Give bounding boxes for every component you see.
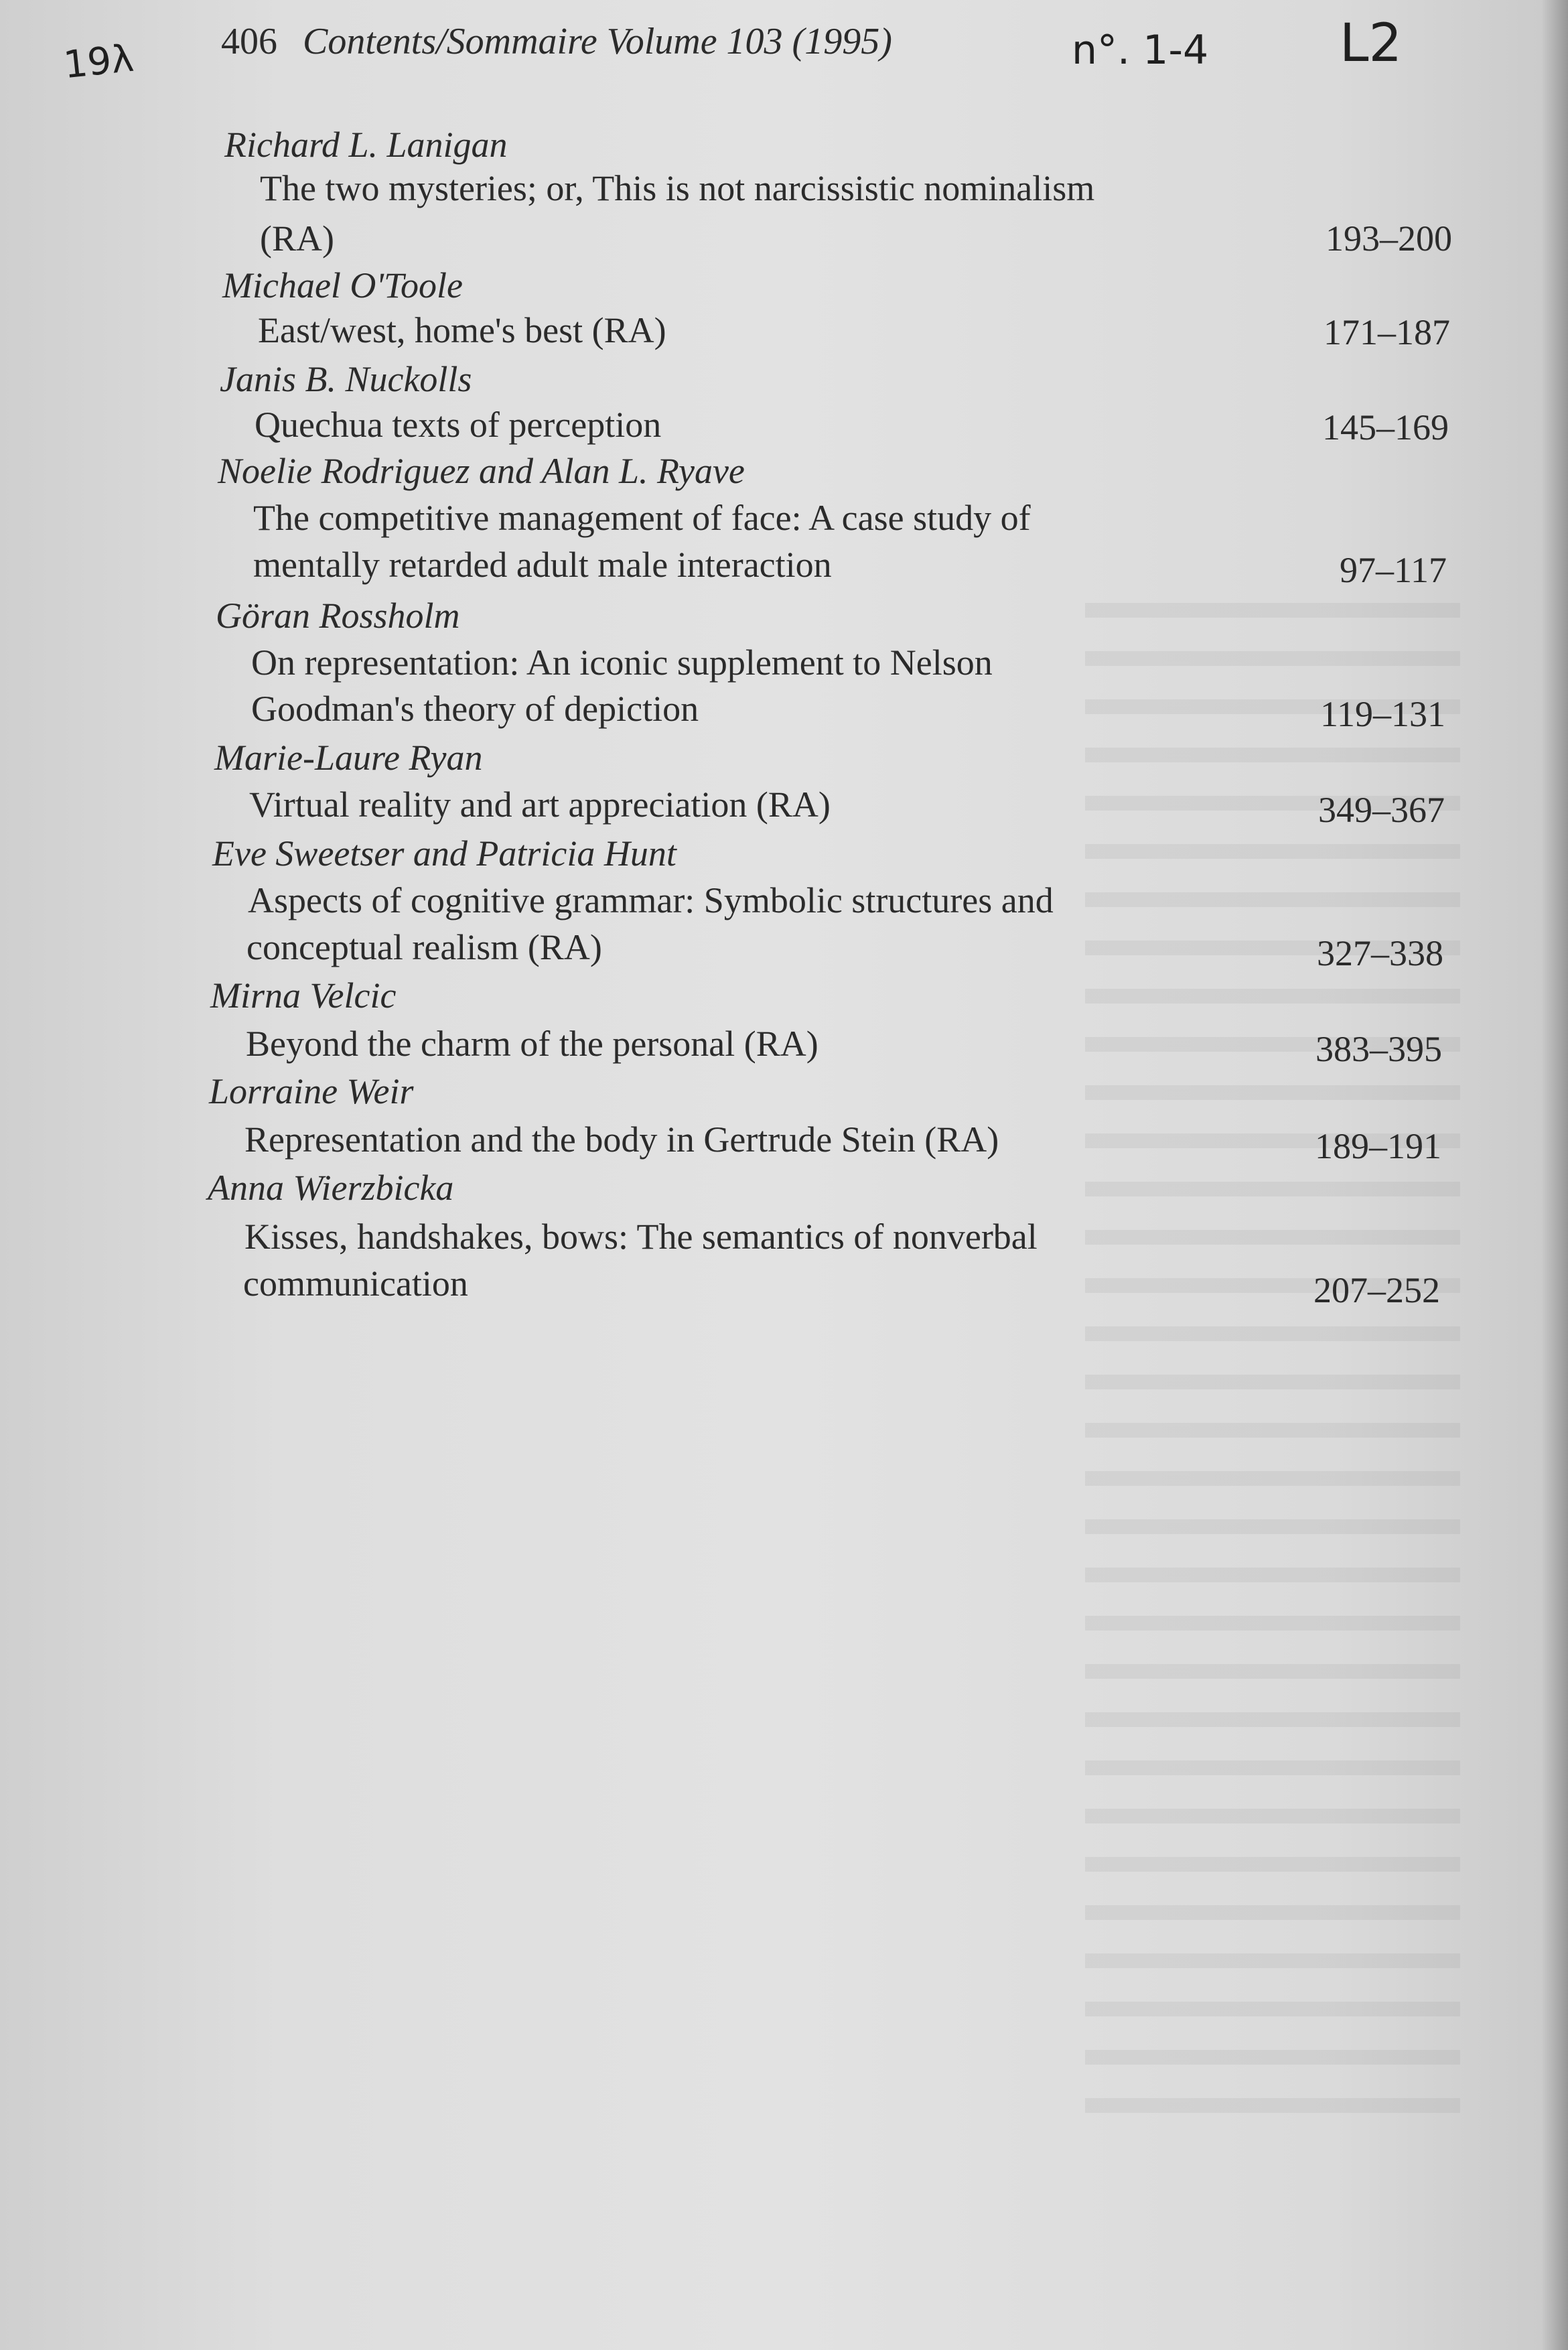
entry-pages: 171–187 xyxy=(1324,312,1450,352)
entry-author: Eve Sweetser and Patricia Hunt xyxy=(212,833,676,874)
page-edge-shadow xyxy=(1541,0,1568,2350)
entry-title-line: On representation: An iconic supplement to Nelson xyxy=(251,642,993,683)
entry-author: Mirna Velcic xyxy=(210,975,397,1016)
show-through-text xyxy=(1085,603,1460,2144)
entry-title-line: The competitive management of face: A case study of xyxy=(253,498,1031,538)
entry-pages: 327–338 xyxy=(1317,933,1443,973)
entry-author: Noelie Rodriguez and Alan L. Ryave xyxy=(218,451,745,491)
entry-title-line: Quechua texts of perception xyxy=(255,405,662,445)
entry-pages: 189–191 xyxy=(1315,1126,1441,1166)
entry-title-line: East/west, home's best (RA) xyxy=(258,310,666,350)
running-head xyxy=(221,20,892,63)
entry-title-line: Goodman's theory of depiction xyxy=(251,689,699,729)
entry-pages: 145–169 xyxy=(1322,407,1449,447)
handwritten-note-left: 19λ xyxy=(61,36,136,88)
entry-title-line: Aspects of cognitive grammar: Symbolic structures and xyxy=(248,880,1054,920)
entry-author: Janis B. Nuckolls xyxy=(220,359,472,399)
entry-author: Anna Wierzbicka xyxy=(208,1168,454,1208)
entry-title-line: (RA) xyxy=(260,218,334,259)
entry-title-line: Kisses, handshakes, bows: The semantics of nonverbal xyxy=(244,1217,1038,1257)
entry-title-line: conceptual realism (RA) xyxy=(246,927,602,967)
running-head-title: Contents/Sommaire Volume 103 (1995) xyxy=(303,21,892,62)
entry-title-line: communication xyxy=(243,1263,468,1304)
entry-pages: 193–200 xyxy=(1326,218,1452,259)
handwritten-note-issue: n°. 1-4 xyxy=(1072,27,1209,74)
entry-pages: 119–131 xyxy=(1320,694,1445,734)
page-number: 406 xyxy=(221,21,277,62)
entry-author: Marie-Laure Ryan xyxy=(214,738,483,778)
entry-author: Göran Rossholm xyxy=(216,596,460,636)
entry-title-line: Beyond the charm of the personal (RA) xyxy=(246,1024,818,1064)
entry-pages: 383–395 xyxy=(1315,1029,1442,1069)
entry-title-line: Representation and the body in Gertrude Stein (RA) xyxy=(244,1119,999,1160)
entry-title-line: The two mysteries; or, This is not narcissistic nominalism xyxy=(260,168,1095,208)
entry-title-line: Virtual reality and art appreciation (RA) xyxy=(249,784,831,825)
entry-pages: 349–367 xyxy=(1318,790,1445,830)
handwritten-note-right: L2 xyxy=(1340,13,1403,74)
entry-author: Lorraine Weir xyxy=(209,1071,414,1111)
entry-author: Michael O'Toole xyxy=(222,265,464,305)
entry-pages: 207–252 xyxy=(1313,1270,1440,1310)
entry-title-line: mentally retarded adult male interaction xyxy=(253,545,832,585)
entry-pages: 97–117 xyxy=(1340,550,1447,590)
entry-author: Richard L. Lanigan xyxy=(224,125,508,165)
